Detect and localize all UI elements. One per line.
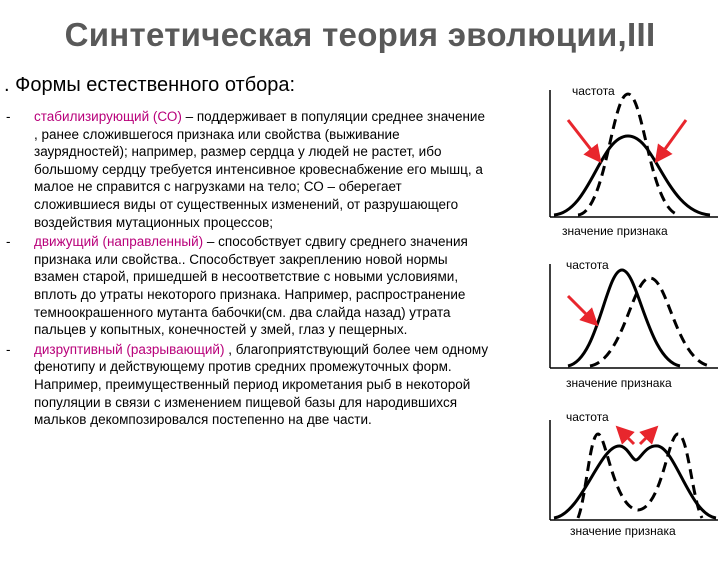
selection-arrow-right [640,432,652,444]
diagram-disruptive [540,408,720,578]
list-item-disruptive [6,341,490,429]
selection-arrow-left [568,120,596,156]
selection-arrow [568,296,592,320]
curve-plot-directional [540,256,720,426]
diagram-stabilizing [540,82,720,252]
x-axis-label: значение признака [570,524,676,538]
original-distribution-curve [568,270,680,366]
selection-forms-list [6,108,490,431]
y-axis-label: частота [566,258,609,272]
bullet-marker: - [6,341,11,357]
bullet-marker: - [6,109,11,124]
x-axis-label: значение признака [562,224,668,238]
original-distribution-curve [554,446,716,518]
y-axis-label: частота [566,410,609,424]
slide-title: Синтетическая теория эволюции,III [64,16,656,53]
list-item-stabilizing [6,108,490,231]
diagram-directional [540,256,720,426]
term-stabilizing: стабилизирующий (СО) [34,109,182,124]
term-directional: движущий (направленный) [34,234,204,250]
original-distribution-curve [554,136,710,215]
section-heading: . Формы естественного отбора: [4,74,296,96]
selection-arrow-right [660,120,686,156]
y-axis-label: частота [572,84,615,98]
description-directional: – способствует сдвигу среднего значения признака или свойства.. Способствует закреплению новой нормы взамен старой, пришедшей в несоответствие с новыми условиями, вплоть до утраты некоторого признака. Например, распространение темноокрашенного мутанта бабочки(см. два слайда назад) утрата пальцев у копытных, конечностей у змей, глаз у пещерных. [34,234,468,338]
term-disruptive: дизруптивный (разрывающий) [34,341,225,357]
curve-plot-disruptive [540,408,720,540]
x-axis-label: значение признака [566,376,672,390]
list-item-directional [6,233,490,339]
split-distribution-curve [578,434,702,518]
bullet-marker: - [6,234,11,250]
selection-arrow-left [622,432,634,444]
description-stabilizing: – поддерживает в популяции среднее значение , ранее сложившегося признака или свойства (выживание заурядностей); например, размер сердца у людей не растет, ибо большому сердцу требуется интенсивное кровеснабжение его мышц, а малое не справится с нагрузками на тело; СО – оберегает сложившиеся виды от существенных изменений, от разрушающего воздействия мутационных процессов; [34,109,485,230]
description-disruptive: , благоприятствующий более чем одному фенотипу и действующему против средних промежуточных форм. Например, преимущественный период икрометания рыб в некоторой популяции в связи с изменением пищевой базы для народившихся мальков декомпозировался постепенно на две части. [34,341,489,428]
